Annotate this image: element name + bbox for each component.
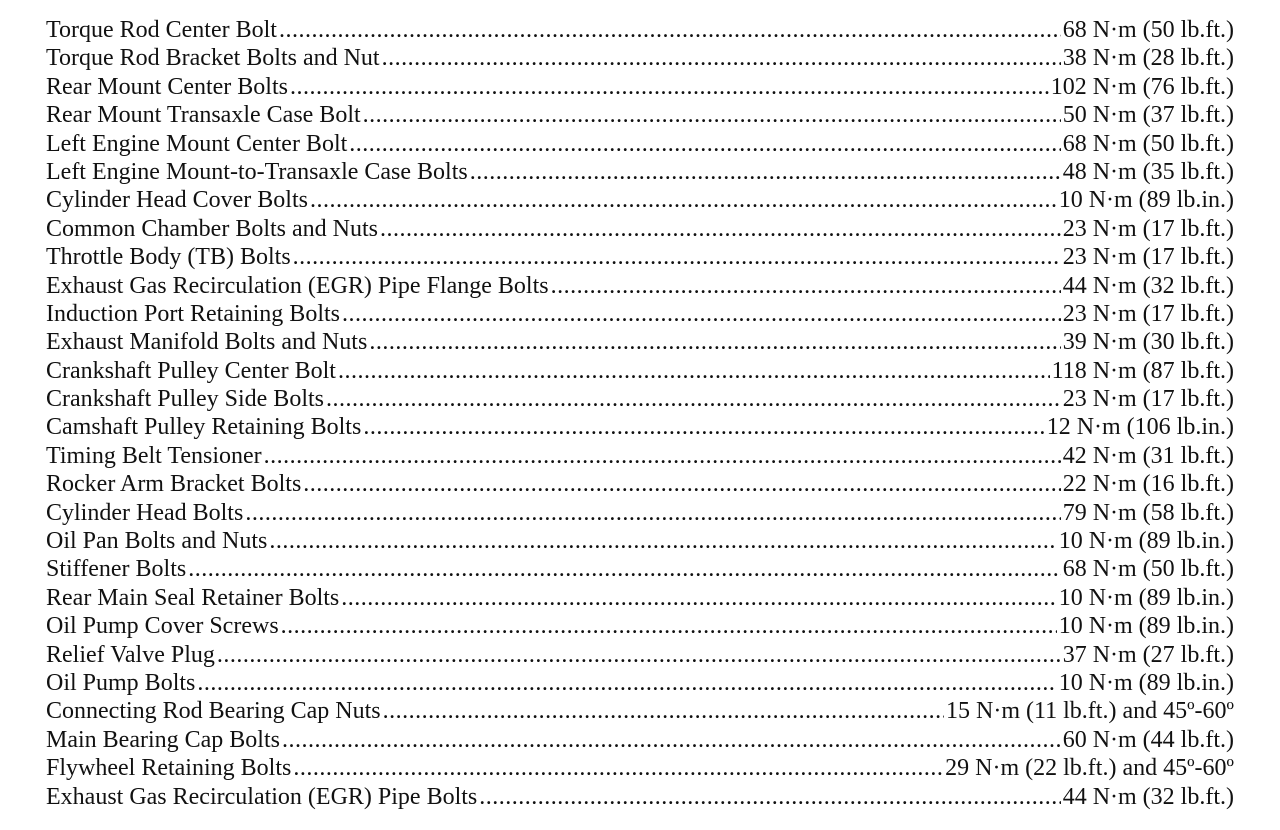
spec-name: Left Engine Mount Center Bolt <box>46 130 348 157</box>
spec-value: 23 N·m (17 lb.ft.) <box>1062 215 1234 242</box>
spec-value: 10 N·m (89 lb.in.) <box>1058 584 1234 611</box>
dot-leader <box>382 44 1061 72</box>
spec-name: Timing Belt Tensioner <box>46 442 262 469</box>
spec-value: 10 N·m (89 lb.in.) <box>1058 613 1234 640</box>
spec-row <box>46 499 1234 527</box>
spec-value: 10 N·m (89 lb.in.) <box>1058 187 1234 214</box>
dot-leader <box>349 130 1060 158</box>
spec-row <box>46 584 1234 612</box>
spec-name: Torque Rod Bracket Bolts and Nut <box>46 45 380 72</box>
spec-value: 15 N·m (11 lb.ft.) and 45º-60º <box>946 698 1234 725</box>
spec-value: 12 N·m (106 lb.in.) <box>1046 414 1234 441</box>
spec-name: Torque Rod Center Bolt <box>46 17 277 43</box>
dot-leader <box>363 101 1061 129</box>
spec-value: 37 N·m (27 lb.ft.) <box>1062 641 1234 668</box>
dot-leader <box>380 215 1061 243</box>
dot-leader <box>217 641 1061 669</box>
spec-row <box>46 272 1234 300</box>
spec-row <box>46 726 1234 754</box>
spec-value: 23 N·m (17 lb.ft.) <box>1062 244 1234 271</box>
torque-spec-list <box>46 16 1234 811</box>
spec-name: Rocker Arm Bracket Bolts <box>46 471 302 498</box>
spec-row <box>46 413 1234 441</box>
spec-name: Common Chamber Bolts and Nuts <box>46 215 378 242</box>
spec-row <box>46 641 1234 669</box>
spec-name: Relief Valve Plug <box>46 641 215 668</box>
spec-row <box>46 385 1234 413</box>
spec-row <box>46 243 1234 271</box>
dot-leader <box>479 783 1060 811</box>
spec-name: Rear Mount Center Bolts <box>46 73 288 100</box>
spec-row <box>46 186 1234 214</box>
spec-value: 48 N·m (35 lb.ft.) <box>1062 158 1234 185</box>
spec-value: 44 N·m (32 lb.ft.) <box>1062 272 1234 299</box>
spec-row <box>46 73 1234 101</box>
spec-value: 38 N·m (28 lb.ft.) <box>1062 45 1234 72</box>
spec-value: 42 N·m (31 lb.ft.) <box>1062 442 1234 469</box>
dot-leader <box>470 158 1061 186</box>
spec-value: 50 N·m (37 lb.ft.) <box>1062 102 1234 129</box>
dot-leader <box>269 527 1056 555</box>
spec-row <box>46 16 1234 44</box>
spec-value: 39 N·m (30 lb.ft.) <box>1062 329 1234 356</box>
spec-name: Flywheel Retaining Bolts <box>46 755 292 782</box>
dot-leader <box>293 754 943 782</box>
spec-row <box>46 527 1234 555</box>
spec-row <box>46 669 1234 697</box>
spec-row <box>46 442 1234 470</box>
dot-leader <box>188 555 1060 583</box>
spec-name: Cylinder Head Cover Bolts <box>46 187 308 214</box>
dot-leader <box>197 669 1056 697</box>
spec-name: Oil Pan Bolts and Nuts <box>46 528 268 555</box>
spec-name: Left Engine Mount-to-Transaxle Case Bolts <box>46 158 468 185</box>
spec-value: 60 N·m (44 lb.ft.) <box>1062 726 1234 753</box>
spec-name: Exhaust Manifold Bolts and Nuts <box>46 329 368 356</box>
dot-leader <box>245 499 1060 527</box>
spec-row <box>46 44 1234 72</box>
spec-value: 68 N·m (50 lb.ft.) <box>1062 17 1234 43</box>
dot-leader <box>282 726 1061 754</box>
spec-row <box>46 470 1234 498</box>
spec-row <box>46 328 1234 356</box>
spec-name: Oil Pump Bolts <box>46 669 196 696</box>
dot-leader <box>281 612 1057 640</box>
spec-row <box>46 754 1234 782</box>
spec-row <box>46 158 1234 186</box>
spec-value: 118 N·m (87 lb.ft.) <box>1051 357 1234 384</box>
spec-name: Exhaust Gas Recirculation (EGR) Pipe Bolts <box>46 783 478 810</box>
spec-value: 23 N·m (17 lb.ft.) <box>1062 300 1234 327</box>
spec-row <box>46 300 1234 328</box>
spec-row <box>46 215 1234 243</box>
spec-value: 23 N·m (17 lb.ft.) <box>1062 386 1234 413</box>
spec-value: 22 N·m (16 lb.ft.) <box>1062 471 1234 498</box>
spec-name: Crankshaft Pulley Center Bolt <box>46 357 336 384</box>
dot-leader <box>338 357 1050 385</box>
spec-row <box>46 697 1234 725</box>
dot-leader <box>342 300 1061 328</box>
spec-name: Throttle Body (TB) Bolts <box>46 244 291 271</box>
spec-row <box>46 357 1234 385</box>
dot-leader <box>279 16 1061 44</box>
spec-row <box>46 101 1234 129</box>
spec-name: Connecting Rod Bearing Cap Nuts <box>46 698 381 725</box>
spec-value: 10 N·m (89 lb.in.) <box>1058 528 1234 555</box>
spec-name: Main Bearing Cap Bolts <box>46 726 280 753</box>
dot-leader <box>341 584 1056 612</box>
dot-leader <box>290 73 1049 101</box>
dot-leader <box>551 272 1061 300</box>
spec-row <box>46 555 1234 583</box>
spec-name: Rear Main Seal Retainer Bolts <box>46 584 340 611</box>
dot-leader <box>369 328 1060 356</box>
spec-row <box>46 783 1234 811</box>
dot-leader <box>363 413 1044 441</box>
spec-name: Rear Mount Transaxle Case Bolt <box>46 102 361 129</box>
spec-row <box>46 130 1234 158</box>
dot-leader <box>303 470 1060 498</box>
dot-leader <box>326 385 1061 413</box>
spec-row <box>46 612 1234 640</box>
spec-value: 68 N·m (50 lb.ft.) <box>1062 556 1234 583</box>
spec-name: Stiffener Bolts <box>46 556 187 583</box>
spec-name: Exhaust Gas Recirculation (EGR) Pipe Flange Bolts <box>46 272 549 299</box>
spec-name: Cylinder Head Bolts <box>46 499 244 526</box>
spec-name: Crankshaft Pulley Side Bolts <box>46 386 324 413</box>
spec-value: 29 N·m (22 lb.ft.) and 45º-60º <box>945 755 1234 782</box>
dot-leader <box>310 186 1057 214</box>
dot-leader <box>264 442 1061 470</box>
dot-leader <box>383 697 944 725</box>
spec-value: 10 N·m (89 lb.in.) <box>1058 669 1234 696</box>
spec-value: 44 N·m (32 lb.ft.) <box>1062 783 1234 810</box>
spec-value: 79 N·m (58 lb.ft.) <box>1062 499 1234 526</box>
spec-name: Induction Port Retaining Bolts <box>46 300 340 327</box>
spec-name: Camshaft Pulley Retaining Bolts <box>46 414 362 441</box>
dot-leader <box>293 243 1061 271</box>
spec-name: Oil Pump Cover Screws <box>46 613 279 640</box>
spec-value: 102 N·m (76 lb.ft.) <box>1050 73 1234 100</box>
spec-value: 68 N·m (50 lb.ft.) <box>1062 130 1234 157</box>
